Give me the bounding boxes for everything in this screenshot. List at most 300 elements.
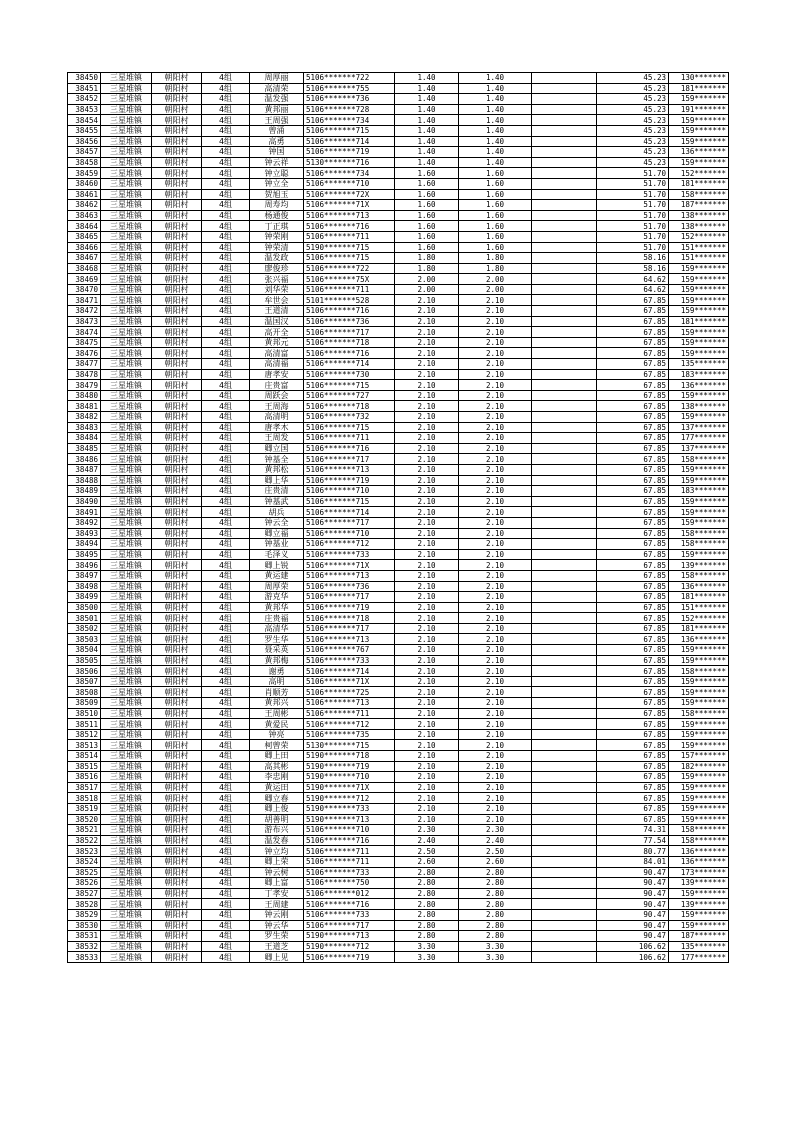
table-row (68, 359, 729, 370)
cell-name: 王周海 (250, 401, 304, 412)
table-row (68, 698, 729, 709)
cell-town: 三星堆镇 (101, 793, 152, 804)
cell-idno: 5106*******767 (304, 645, 395, 656)
cell-group: 4组 (202, 433, 250, 444)
cell-name: 王周彬 (250, 708, 304, 719)
cell-id: 38511 (68, 719, 101, 730)
cell-name: 黄运田 (250, 782, 304, 793)
cell-group: 4组 (202, 274, 250, 285)
cell-village: 朝阳村 (152, 666, 202, 677)
cell-name: 钟基武 (250, 496, 304, 507)
cell-phone: 159******* (669, 125, 729, 136)
cell-group: 4组 (202, 698, 250, 709)
cell-amount: 67.85 (597, 549, 669, 560)
cell-phone: 136******* (669, 856, 729, 867)
cell-area1: 2.10 (395, 708, 459, 719)
cell-blank (532, 719, 597, 730)
cell-id: 38483 (68, 422, 101, 433)
cell-town: 三星堆镇 (101, 496, 152, 507)
table-row (68, 295, 729, 306)
cell-area1: 2.10 (395, 337, 459, 348)
cell-name: 钟云全 (250, 517, 304, 528)
cell-group: 4组 (202, 94, 250, 105)
cell-id: 38480 (68, 390, 101, 401)
cell-group: 4组 (202, 401, 250, 412)
cell-village: 朝阳村 (152, 401, 202, 412)
cell-name: 聂采英 (250, 645, 304, 656)
cell-id: 38501 (68, 613, 101, 624)
cell-village: 朝阳村 (152, 931, 202, 942)
cell-phone: 138******* (669, 210, 729, 221)
cell-area1: 2.10 (395, 380, 459, 391)
cell-phone: 159******* (669, 549, 729, 560)
cell-group: 4组 (202, 613, 250, 624)
cell-blank (532, 337, 597, 348)
cell-blank (532, 878, 597, 889)
cell-area1: 2.10 (395, 729, 459, 740)
cell-blank (532, 327, 597, 338)
cell-area2: 2.10 (459, 359, 532, 370)
cell-town: 三星堆镇 (101, 952, 152, 963)
cell-id: 38456 (68, 136, 101, 147)
cell-area2: 2.00 (459, 274, 532, 285)
cell-phone: 135******* (669, 941, 729, 952)
cell-town: 三星堆镇 (101, 539, 152, 550)
cell-village: 朝阳村 (152, 592, 202, 603)
cell-id: 38530 (68, 920, 101, 931)
cell-idno: 5106*******735 (304, 729, 395, 740)
cell-blank (532, 147, 597, 158)
cell-idno: 5106*******716 (304, 835, 395, 846)
cell-amount: 67.85 (597, 698, 669, 709)
table-row (68, 867, 729, 878)
table-row (68, 676, 729, 687)
cell-idno: 5106*******716 (304, 348, 395, 359)
cell-blank (532, 634, 597, 645)
cell-amount: 45.23 (597, 83, 669, 94)
cell-idno: 5190*******719 (304, 761, 395, 772)
cell-id: 38452 (68, 94, 101, 105)
cell-village: 朝阳村 (152, 496, 202, 507)
cell-name: 钟基全 (250, 454, 304, 465)
cell-phone: 159******* (669, 729, 729, 740)
table-row (68, 803, 729, 814)
cell-group: 4组 (202, 528, 250, 539)
table-row (68, 496, 729, 507)
cell-area2: 1.60 (459, 210, 532, 221)
cell-id: 38467 (68, 253, 101, 264)
table-row (68, 274, 729, 285)
cell-blank (532, 793, 597, 804)
cell-town: 三星堆镇 (101, 125, 152, 136)
cell-idno: 5106*******736 (304, 94, 395, 105)
table-row (68, 613, 729, 624)
cell-idno: 5106*******711 (304, 231, 395, 242)
cell-idno: 5106*******732 (304, 412, 395, 423)
cell-id: 38478 (68, 369, 101, 380)
table-row (68, 878, 729, 889)
table-row (68, 655, 729, 666)
cell-town: 三星堆镇 (101, 623, 152, 634)
cell-area2: 2.10 (459, 570, 532, 581)
cell-idno: 5106*******714 (304, 666, 395, 677)
table-row (68, 528, 729, 539)
table-row (68, 136, 729, 147)
cell-id: 38520 (68, 814, 101, 825)
cell-blank (532, 178, 597, 189)
table-row (68, 316, 729, 327)
cell-group: 4组 (202, 231, 250, 242)
cell-phone: 159******* (669, 295, 729, 306)
cell-town: 三星堆镇 (101, 73, 152, 84)
cell-phone: 181******* (669, 83, 729, 94)
cell-town: 三星堆镇 (101, 772, 152, 783)
cell-phone: 138******* (669, 221, 729, 232)
cell-area2: 2.10 (459, 666, 532, 677)
cell-group: 4组 (202, 348, 250, 359)
cell-idno: 5190*******713 (304, 931, 395, 942)
cell-idno: 5106*******717 (304, 327, 395, 338)
cell-name: 周寿均 (250, 200, 304, 211)
cell-group: 4组 (202, 920, 250, 931)
cell-area2: 2.10 (459, 613, 532, 624)
cell-area1: 2.10 (395, 507, 459, 518)
cell-amount: 67.85 (597, 634, 669, 645)
cell-amount: 67.85 (597, 380, 669, 391)
cell-idno: 5130*******715 (304, 740, 395, 751)
table-row (68, 284, 729, 295)
cell-amount: 67.85 (597, 676, 669, 687)
cell-area2: 3.30 (459, 952, 532, 963)
cell-phone: 159******* (669, 412, 729, 423)
cell-village: 朝阳村 (152, 422, 202, 433)
cell-town: 三星堆镇 (101, 390, 152, 401)
cell-village: 朝阳村 (152, 464, 202, 475)
cell-amount: 67.85 (597, 496, 669, 507)
cell-group: 4组 (202, 178, 250, 189)
cell-name: 高其彬 (250, 761, 304, 772)
cell-id: 38497 (68, 570, 101, 581)
cell-blank (532, 263, 597, 274)
cell-group: 4组 (202, 740, 250, 751)
cell-town: 三星堆镇 (101, 412, 152, 423)
cell-blank (532, 412, 597, 423)
cell-idno: 5106*******734 (304, 115, 395, 126)
cell-idno: 5106*******714 (304, 136, 395, 147)
table-row (68, 560, 729, 571)
cell-village: 朝阳村 (152, 814, 202, 825)
cell-id: 38533 (68, 952, 101, 963)
table-row (68, 125, 729, 136)
cell-area1: 2.80 (395, 867, 459, 878)
cell-phone: 158******* (669, 708, 729, 719)
cell-village: 朝阳村 (152, 878, 202, 889)
table-row (68, 793, 729, 804)
cell-phone: 152******* (669, 168, 729, 179)
cell-area1: 2.00 (395, 284, 459, 295)
cell-town: 三星堆镇 (101, 941, 152, 952)
cell-name: 胡兵 (250, 507, 304, 518)
cell-idno: 5106*******715 (304, 422, 395, 433)
cell-amount: 67.85 (597, 560, 669, 571)
cell-idno: 5106*******713 (304, 210, 395, 221)
cell-area2: 2.10 (459, 751, 532, 762)
cell-blank (532, 94, 597, 105)
cell-id: 38474 (68, 327, 101, 338)
cell-amount: 64.62 (597, 274, 669, 285)
cell-blank (532, 803, 597, 814)
cell-name: 庄贵富 (250, 380, 304, 391)
cell-id: 38527 (68, 888, 101, 899)
table-row (68, 486, 729, 497)
cell-area1: 2.10 (395, 676, 459, 687)
cell-area2: 1.40 (459, 136, 532, 147)
cell-idno: 5106*******712 (304, 539, 395, 550)
cell-phone: 159******* (669, 464, 729, 475)
cell-group: 4组 (202, 581, 250, 592)
cell-idno: 5106*******717 (304, 592, 395, 603)
cell-area1: 2.30 (395, 825, 459, 836)
cell-blank (532, 390, 597, 401)
cell-phone: 187******* (669, 931, 729, 942)
cell-group: 4组 (202, 454, 250, 465)
cell-idno: 5106*******012 (304, 888, 395, 899)
cell-name: 钟云树 (250, 867, 304, 878)
table-row (68, 104, 729, 115)
cell-group: 4组 (202, 200, 250, 211)
cell-phone: 173******* (669, 867, 729, 878)
cell-village: 朝阳村 (152, 359, 202, 370)
cell-town: 三星堆镇 (101, 200, 152, 211)
cell-area1: 2.60 (395, 856, 459, 867)
cell-id: 38513 (68, 740, 101, 751)
cell-village: 朝阳村 (152, 560, 202, 571)
cell-id: 38509 (68, 698, 101, 709)
cell-amount: 45.23 (597, 125, 669, 136)
cell-area1: 2.00 (395, 274, 459, 285)
cell-village: 朝阳村 (152, 676, 202, 687)
cell-phone: 136******* (669, 380, 729, 391)
cell-name: 卿上富 (250, 878, 304, 889)
cell-idno: 5106*******718 (304, 401, 395, 412)
cell-phone: 159******* (669, 306, 729, 317)
cell-id: 38514 (68, 751, 101, 762)
cell-group: 4组 (202, 856, 250, 867)
cell-name: 曾涌 (250, 125, 304, 136)
cell-village: 朝阳村 (152, 475, 202, 486)
cell-town: 三星堆镇 (101, 888, 152, 899)
cell-group: 4组 (202, 803, 250, 814)
cell-area2: 2.10 (459, 803, 532, 814)
cell-blank (532, 909, 597, 920)
cell-phone: 158******* (669, 539, 729, 550)
cell-name: 钟荣清 (250, 242, 304, 253)
cell-village: 朝阳村 (152, 623, 202, 634)
cell-group: 4组 (202, 888, 250, 899)
cell-town: 三星堆镇 (101, 507, 152, 518)
cell-idno: 5106*******711 (304, 433, 395, 444)
cell-phone: 191******* (669, 104, 729, 115)
cell-name: 高清富 (250, 348, 304, 359)
cell-amount: 67.85 (597, 814, 669, 825)
cell-area1: 1.40 (395, 157, 459, 168)
cell-blank (532, 401, 597, 412)
cell-idno: 5106*******733 (304, 655, 395, 666)
table-row (68, 263, 729, 274)
cell-idno: 5106*******736 (304, 581, 395, 592)
cell-village: 朝阳村 (152, 751, 202, 762)
cell-area2: 2.10 (459, 327, 532, 338)
cell-amount: 45.23 (597, 157, 669, 168)
table-row (68, 719, 729, 730)
cell-phone: 135******* (669, 359, 729, 370)
cell-area2: 2.10 (459, 634, 532, 645)
cell-name: 温发强 (250, 94, 304, 105)
table-row (68, 507, 729, 518)
cell-area2: 2.10 (459, 708, 532, 719)
cell-town: 三星堆镇 (101, 909, 152, 920)
cell-village: 朝阳村 (152, 613, 202, 624)
cell-town: 三星堆镇 (101, 803, 152, 814)
cell-name: 王周发 (250, 433, 304, 444)
cell-amount: 67.85 (597, 433, 669, 444)
cell-name: 唐孝安 (250, 369, 304, 380)
cell-village: 朝阳村 (152, 327, 202, 338)
cell-area1: 1.80 (395, 263, 459, 274)
cell-town: 三星堆镇 (101, 931, 152, 942)
cell-area1: 2.80 (395, 909, 459, 920)
cell-group: 4组 (202, 115, 250, 126)
cell-village: 朝阳村 (152, 634, 202, 645)
cell-idno: 5106*******733 (304, 909, 395, 920)
cell-name: 游布兴 (250, 825, 304, 836)
cell-id: 38453 (68, 104, 101, 115)
cell-area1: 2.10 (395, 454, 459, 465)
cell-idno: 5190*******715 (304, 242, 395, 253)
cell-village: 朝阳村 (152, 433, 202, 444)
cell-village: 朝阳村 (152, 390, 202, 401)
cell-area1: 2.10 (395, 517, 459, 528)
table-row (68, 253, 729, 264)
cell-village: 朝阳村 (152, 740, 202, 751)
cell-area2: 2.10 (459, 401, 532, 412)
cell-amount: 67.85 (597, 729, 669, 740)
cell-area1: 2.10 (395, 751, 459, 762)
cell-id: 38529 (68, 909, 101, 920)
cell-name: 胡善明 (250, 814, 304, 825)
cell-area2: 2.10 (459, 698, 532, 709)
table-row (68, 602, 729, 613)
cell-name: 温发春 (250, 835, 304, 846)
cell-area1: 2.10 (395, 581, 459, 592)
cell-blank (532, 274, 597, 285)
cell-id: 38476 (68, 348, 101, 359)
table-row (68, 931, 729, 942)
cell-area2: 1.60 (459, 168, 532, 179)
table-row (68, 899, 729, 910)
cell-blank (532, 751, 597, 762)
cell-name: 周厚荣 (250, 581, 304, 592)
cell-area2: 2.10 (459, 454, 532, 465)
cell-amount: 67.85 (597, 528, 669, 539)
cell-area2: 2.10 (459, 464, 532, 475)
cell-group: 4组 (202, 486, 250, 497)
cell-name: 卿上见 (250, 952, 304, 963)
cell-phone: 158******* (669, 570, 729, 581)
cell-village: 朝阳村 (152, 147, 202, 158)
cell-village: 朝阳村 (152, 200, 202, 211)
cell-blank (532, 899, 597, 910)
cell-group: 4组 (202, 369, 250, 380)
cell-group: 4组 (202, 263, 250, 274)
cell-amount: 67.85 (597, 581, 669, 592)
cell-phone: 159******* (669, 337, 729, 348)
cell-blank (532, 920, 597, 931)
cell-area1: 2.10 (395, 401, 459, 412)
cell-village: 朝阳村 (152, 899, 202, 910)
cell-area2: 1.40 (459, 115, 532, 126)
cell-group: 4组 (202, 570, 250, 581)
cell-village: 朝阳村 (152, 528, 202, 539)
cell-idno: 5106*******722 (304, 73, 395, 84)
cell-area2: 2.10 (459, 295, 532, 306)
table-row (68, 348, 729, 359)
cell-group: 4组 (202, 623, 250, 634)
cell-phone: 181******* (669, 592, 729, 603)
cell-group: 4组 (202, 761, 250, 772)
cell-id: 38496 (68, 560, 101, 571)
cell-area2: 1.40 (459, 147, 532, 158)
cell-village: 朝阳村 (152, 687, 202, 698)
cell-village: 朝阳村 (152, 369, 202, 380)
cell-id: 38469 (68, 274, 101, 285)
table-row (68, 242, 729, 253)
cell-town: 三星堆镇 (101, 178, 152, 189)
table-row (68, 570, 729, 581)
cell-name: 钟立均 (250, 846, 304, 857)
cell-phone: 159******* (669, 263, 729, 274)
cell-id: 38462 (68, 200, 101, 211)
cell-blank (532, 931, 597, 942)
cell-group: 4组 (202, 147, 250, 158)
cell-area2: 2.10 (459, 306, 532, 317)
cell-amount: 67.85 (597, 740, 669, 751)
cell-village: 朝阳村 (152, 178, 202, 189)
cell-id: 38515 (68, 761, 101, 772)
cell-id: 38455 (68, 125, 101, 136)
cell-phone: 159******* (669, 390, 729, 401)
cell-id: 38492 (68, 517, 101, 528)
cell-area2: 2.10 (459, 380, 532, 391)
cell-name: 高清荣 (250, 83, 304, 94)
cell-group: 4组 (202, 952, 250, 963)
cell-blank (532, 613, 597, 624)
cell-town: 三星堆镇 (101, 708, 152, 719)
table-row (68, 390, 729, 401)
cell-phone: 159******* (669, 909, 729, 920)
cell-phone: 159******* (669, 475, 729, 486)
cell-idno: 5106*******71X (304, 676, 395, 687)
cell-name: 卿立春 (250, 793, 304, 804)
cell-phone: 136******* (669, 581, 729, 592)
cell-blank (532, 157, 597, 168)
cell-phone: 159******* (669, 507, 729, 518)
cell-group: 4组 (202, 729, 250, 740)
cell-name: 高清明 (250, 412, 304, 423)
cell-group: 4组 (202, 931, 250, 942)
cell-amount: 67.85 (597, 782, 669, 793)
cell-amount: 51.70 (597, 189, 669, 200)
